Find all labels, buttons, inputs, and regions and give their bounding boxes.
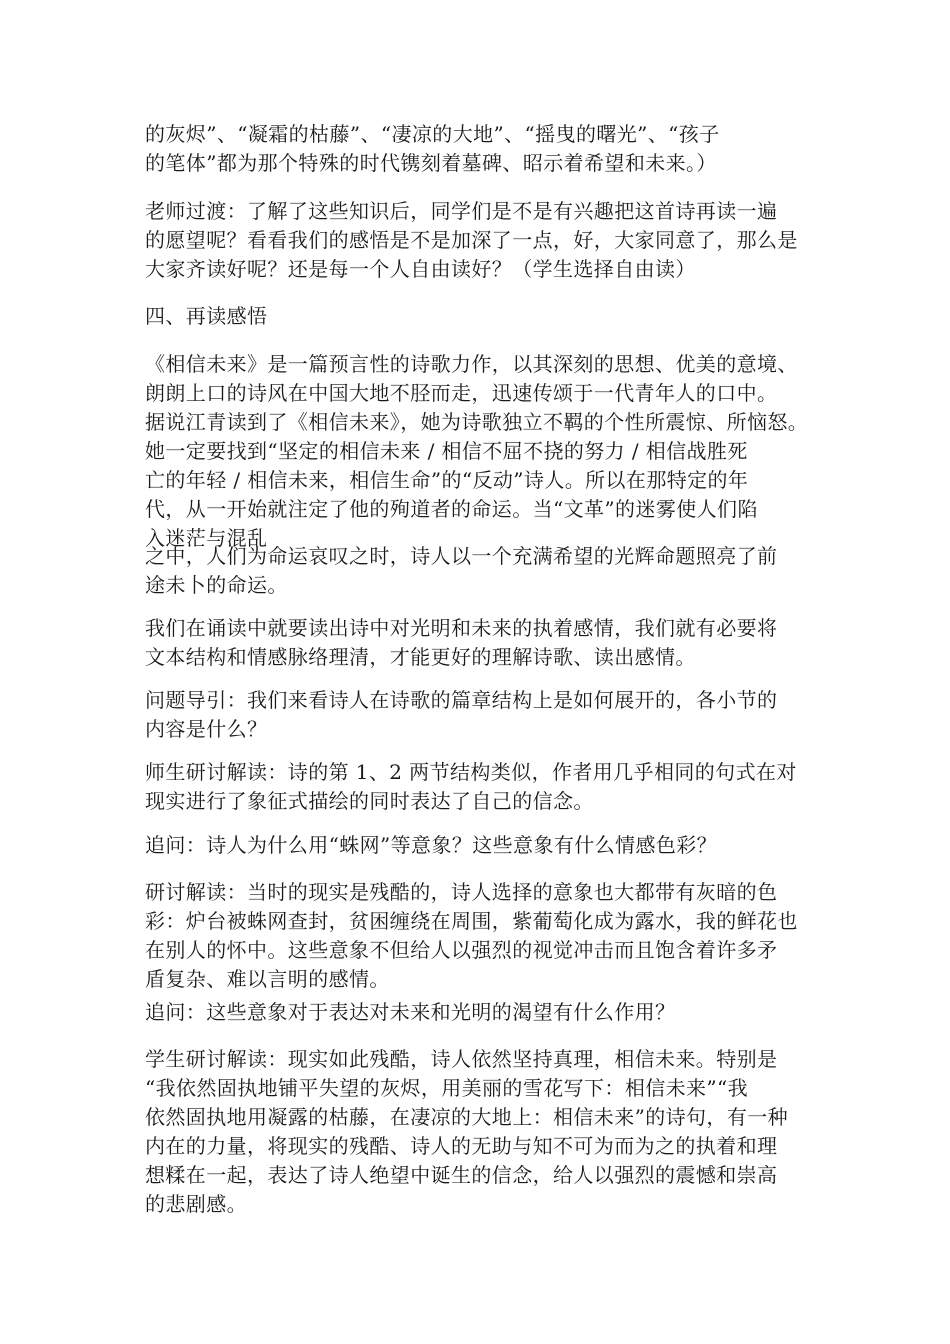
paragraph-imagery-discussion	[145, 878, 810, 994]
text-line: 入迷茫与混乱	[145, 526, 268, 550]
text-line: 彩：炉台被蛛网查封，贫困缠绕在周围，紫葡萄化成为露水，我的鲜花也	[145, 909, 798, 933]
paragraph-imagery-summary	[145, 120, 810, 178]
text-line: 据说江青读到了《相信未来》，她为诗歌独立不羁的个性所震惊、所恼怒。	[145, 410, 809, 434]
paragraph-reading-goal	[145, 614, 810, 672]
text-line: 追问：这些意象对于表达对未来和光明的渴望有什么作用？	[145, 1000, 676, 1024]
paragraph-student-discussion	[145, 1045, 810, 1219]
text-line: 她一定要找到“坚定的相信未来 / 相信不屈不挠的努力 / 相信战胜死	[145, 439, 748, 463]
text-line: 文本结构和情感脉络理清，才能更好的理解诗歌、读出感情。	[145, 645, 696, 669]
text-line: 的笔体”都为那个特殊的时代镌刻着墓碑、昭示着希望和未来。）	[145, 151, 717, 175]
text-line: 的悲剧感。	[145, 1192, 247, 1216]
text-line: 依然固执地用凝露的枯藤，在凄凉的大地上：相信未来”的诗句，有一种	[145, 1105, 789, 1129]
section-heading-reread	[145, 302, 810, 331]
text-line: 在别人的怀中。这些意象不但给人以强烈的视觉冲击而且饱含着许多矛	[145, 938, 778, 962]
text-line: 《相信未来》是一篇预言性的诗歌力作，以其深刻的思想、优美的意境、	[145, 352, 798, 376]
text-line: 师生研讨解读：诗的第 1、2 两节结构类似，作者用几乎相同的句式在对	[145, 760, 797, 784]
text-line: 朗朗上口的诗风在中国大地不胫而走，迅速传颂于一代青年人的口中。	[145, 381, 778, 405]
paragraph-poem-background	[145, 350, 810, 553]
text-line: 之中，人们为命运哀叹之时，诗人以一个充满希望的光辉命题照亮了前	[145, 544, 778, 568]
text-line: 代，从一开始就注定了他的殉道者的命运。当“文革”的迷雾使人们陷	[145, 497, 758, 521]
text-line: 亡的年轻 / 相信未来，相信生命”的“反动”诗人。所以在那特定的年	[145, 468, 749, 492]
paragraph-poem-background-continued	[145, 542, 810, 600]
text-line: 我们在诵读中就要读出诗中对光明和未来的执着感情，我们就有必要将	[145, 616, 778, 640]
text-line: 途未卜的命运。	[145, 573, 288, 597]
paragraph-structure-discussion	[145, 758, 810, 816]
text-line: 内在的力量，将现实的残酷、诗人的无助与知不可为而为之的执着和理	[145, 1134, 778, 1158]
text-line: 四、再读感悟	[145, 304, 268, 328]
text-line: 学生研讨解读：现实如此残酷，诗人依然坚持真理，相信未来。特别是	[145, 1047, 778, 1071]
text-line: 的灰烬”、“凝霜的枯藤”、“凄凉的大地”、“摇曳的曙光”、“孩子	[145, 122, 720, 146]
text-line: 老师过渡：了解了这些知识后，同学们是不是有兴趣把这首诗再读一遍	[145, 199, 778, 223]
text-line: 问题导引：我们来看诗人在诗歌的篇章结构上是如何展开的，各小节的	[145, 688, 778, 712]
text-line: 现实进行了象征式描绘的同时表达了自己的信念。	[145, 789, 594, 813]
paragraph-followup-question-2	[145, 998, 810, 1027]
text-line: “我依然固执地铺平失望的灰烬，用美丽的雪花写下：相信未来”“我	[145, 1076, 749, 1100]
text-line: 的愿望呢？看看我们的感悟是不是加深了一点，好，大家同意了，那么是	[145, 228, 798, 252]
paragraph-teacher-transition	[145, 197, 810, 284]
text-line: 追问：诗人为什么用“蛛网”等意象？这些意象有什么情感色彩？	[145, 833, 718, 857]
text-line: 内容是什么？	[145, 717, 268, 741]
text-line: 大家齐读好呢？还是每一个人自由读好？（学生选择自由读）	[145, 257, 696, 281]
text-line: 想糅在一起，表达了诗人绝望中诞生的信念，给人以强烈的震憾和崇高	[145, 1163, 778, 1187]
paragraph-followup-question-1	[145, 831, 810, 860]
text-line: 研讨解读：当时的现实是残酷的，诗人选择的意象也大都带有灰暗的色	[145, 880, 778, 904]
paragraph-question-guide	[145, 686, 810, 744]
text-line: 盾复杂、难以言明的感情。	[145, 967, 390, 991]
